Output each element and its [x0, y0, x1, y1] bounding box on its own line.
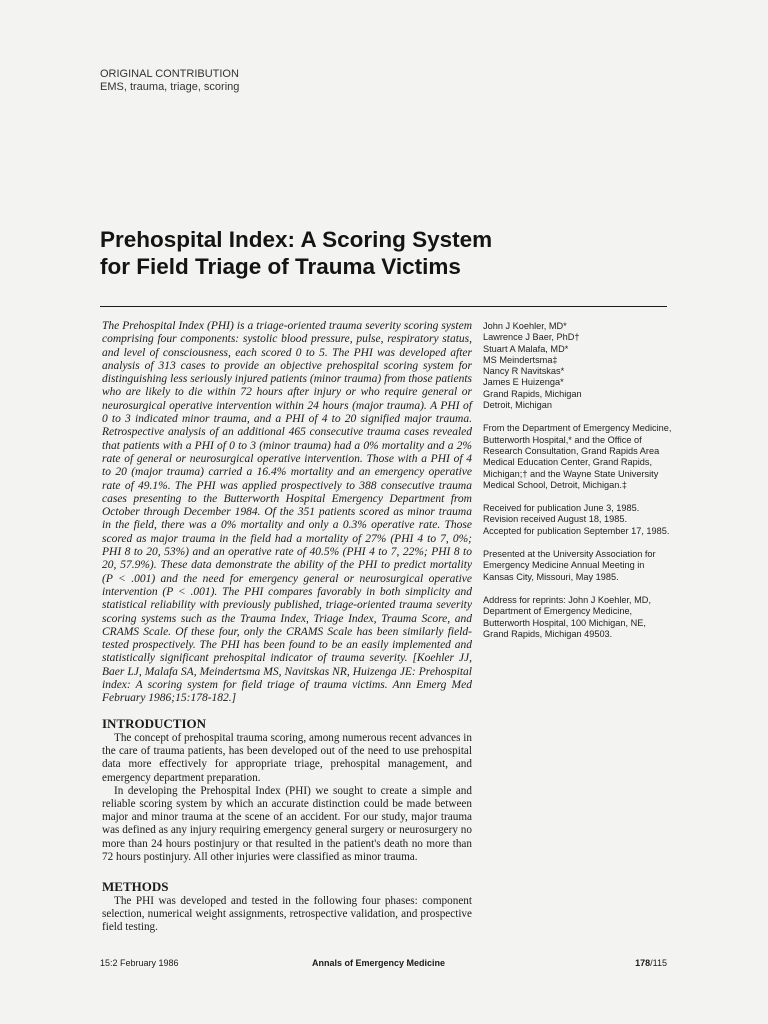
journal-name: Annals of Emergency Medicine: [312, 958, 446, 968]
received-date: Received for publication June 3, 1985.: [483, 503, 640, 514]
author-list: [483, 321, 673, 411]
author-sidebar: [483, 321, 673, 652]
publication-dates: [483, 503, 673, 537]
article-type: ORIGINAL CONTRIBUTION: [100, 68, 239, 80]
page-number-secondary: /115: [650, 958, 667, 968]
author-location: Grand Rapids, Michigan: [483, 388, 582, 399]
page-number-primary: 178: [635, 958, 651, 968]
title-line-2: for Field Triage of Trauma Victims: [100, 254, 461, 279]
author-line: MS Meindertsma‡: [483, 354, 558, 365]
introduction-paragraph: The concept of prehospital trauma scoring, among numerous recent advances in the care of trauma patients, has been developed out of the need to use prehospital data more effectively for appropriate triage, prehospital management, and emergency department preparation.: [102, 732, 472, 784]
page-number: [635, 958, 667, 968]
title-line-1: Prehospital Index: A Scoring System: [100, 227, 493, 252]
issue-date: 15:2 February 1986: [100, 958, 179, 968]
article-body: [102, 716, 472, 935]
revision-date: Revision received August 18, 1985.: [483, 514, 628, 525]
title-divider: [100, 306, 667, 307]
methods-paragraph: The PHI was developed and tested in the following four phases: component selection, numerical weight assignments, retrospective validation, and prospective field testing.: [102, 895, 472, 934]
methods-heading: METHODS: [102, 879, 169, 895]
article-title: [100, 226, 660, 280]
abstract: [102, 320, 472, 706]
author-line: Nancy R Navitskas*: [483, 366, 565, 377]
abstract-text: The Prehospital Index (PHI) is a triage-oriented trauma severity scoring system comprising four components: systolic blood pressure, pulse, respiratory status, and level of consciousness, each scored 0 to 5. The PHI was developed after analysis of 313 cases to provide an objective prehospital scoring system for distinguishing less seriously injured patients (minor trauma) from those patients who are likely to die within 72 hours after injury or who require general or neurosurgical operative intervention within 24 hours (major trauma). A PHI of 0 to 3 indicated minor trauma, and a PHI of 4 to 20 signified major trauma. Retrospective analysis of an additional 465 consecutive trauma cases revealed that patients with a PHI of 0 to 3 (minor trauma) had a 0% mortality and a 2% rate of general or neurosurgical operative intervention. Those with a PHI of 4 to 20 (major trauma) carried a 16.4% mortality and an emergency operative rate of 49.1%. The PHI was applied prospectively to 388 consecutive trauma cases presenting to the Butterworth Hospital Emergency Department from October through December 1984. Of the 351 patients scored as minor trauma in the field, there was a 0% mortality and only a 0.3% operative rate. Those scored as major trauma in the field had a mortality of 27% (PHI 4 to 7, 0%; PHI 8 to 20, 53%) and an operative rate of 40.5% (PHI 4 to 7, 22%; PHI 8 to 20, 57.9%). These data demonstrate the ability of the PHI to predict mortality (P < .001) and the need for emergency general or neurosurgical operative intervention (P < .001). The PHI compares favorably in both simplicity and statistical reliability with previously published, triage-oriented trauma severity scoring systems such as the Trauma Index, Triage Index, Trauma Score, and CRAMS Scale. Of these four, only the CRAMS Scale has been similarly field-tested prospectively. The PHI has been found to be an easily implemented and statistically significant prehospital indicator of trauma severity. [Koehler JJ, Baer LJ, Malafa SA, Meindertsma MS, Navitskas NR, Huizenga JE: Prehospital index: A scoring system for field triage of trauma victims. Ann Emerg Med February 1986;15:178-182.]: [102, 320, 472, 705]
accepted-date: Accepted for publication September 17, 1985.: [483, 525, 670, 536]
reprints-address: Address for reprints: John J Koehler, MD, Department of Emergency Medicine, Butterworth Hospital, 100 Michigan, NE, Grand Rapids, Michigan 49503.: [483, 594, 651, 639]
affiliation-note: From the Department of Emergency Medicine, Butterworth Hospital,* and the Office of Research Consultation, Grand Rapids Area Medical Education Center, Grand Rapids, Michigan;† and the Wayne State University Medical School, Detroit, Michigan.‡: [483, 423, 672, 490]
page-footer: [100, 958, 667, 972]
introduction-heading: INTRODUCTION: [102, 716, 207, 731]
presented-note: Presented at the University Association for Emergency Medicine Annual Meeting in Kansas City, Missouri, May 1985.: [483, 549, 656, 582]
author-location: Detroit, Michigan: [483, 400, 552, 411]
introduction-paragraph: In developing the Prehospital Index (PHI) we sought to create a simple and reliable scoring system by which an accurate distinction could be made between major and minor trauma at the scene of an accident. For our study, major trauma was defined as any injury requiring emergency general surgery or neurosurgery no more than 24 hours postinjury or that resulted in the patient's death no more than 72 hours postinjury. All other injuries were classified as minor trauma.: [102, 784, 472, 863]
article-keywords: EMS, trauma, triage, scoring: [100, 81, 240, 93]
article-section-label: [100, 68, 239, 94]
author-line: Stuart A Malafa, MD*: [483, 343, 569, 354]
author-line: James E Huizenga*: [483, 377, 564, 388]
author-line: John J Koehler, MD*: [483, 321, 567, 331]
author-line: Lawrence J Baer, PhD†: [483, 332, 580, 343]
